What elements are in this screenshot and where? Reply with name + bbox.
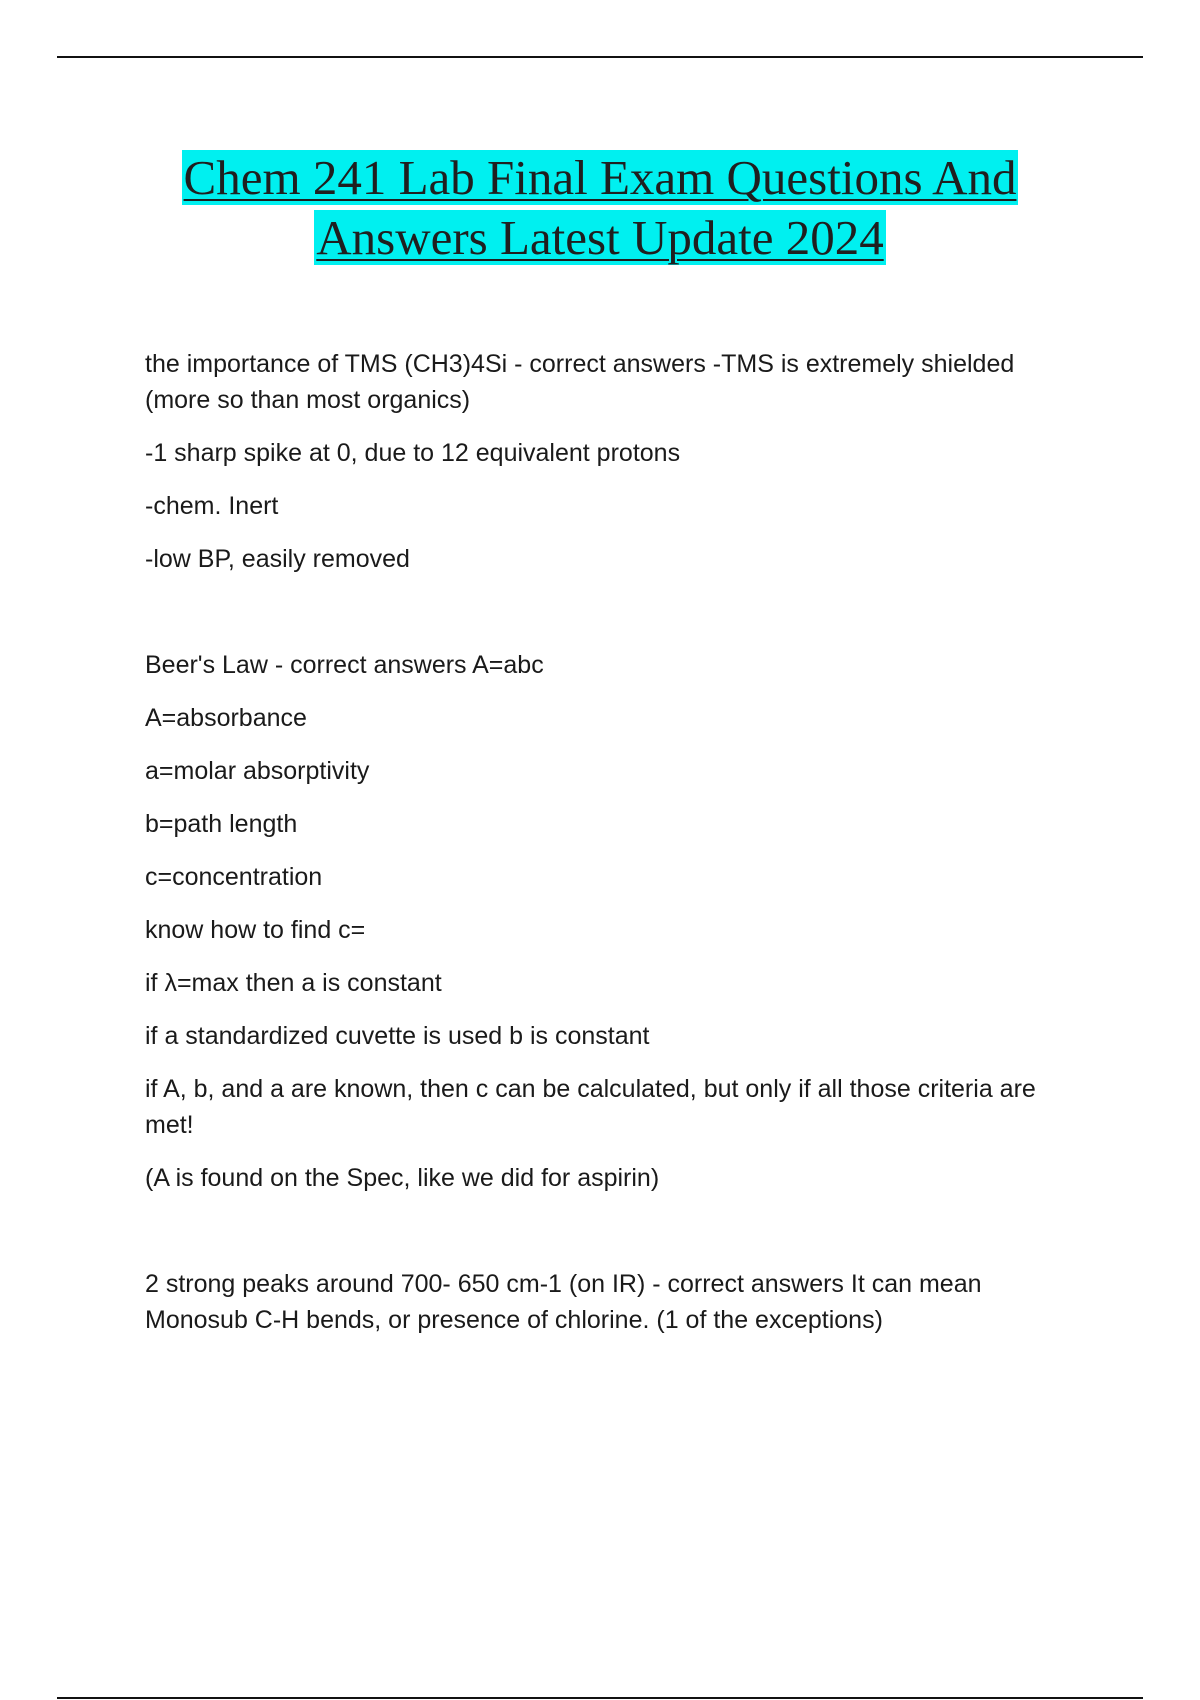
section-gap bbox=[145, 594, 1080, 647]
section-gap bbox=[145, 1213, 1080, 1266]
paragraph: b=path length bbox=[145, 810, 298, 838]
paragraph: c=concentration bbox=[145, 863, 323, 891]
paragraph: a=molar absorptivity bbox=[145, 757, 370, 785]
paragraph: -low BP, easily removed bbox=[145, 545, 410, 573]
title-line-1: Chem 241 Lab Final Exam Questions And bbox=[183, 150, 1017, 205]
paragraph: if a standardized cuvette is used b is constant bbox=[145, 1022, 650, 1050]
paragraph: Beer's Law - correct answers A=abc bbox=[145, 651, 544, 679]
document-title bbox=[60, 148, 1140, 268]
paragraph: the importance of TMS (CH3)4Si - correct answers -TMS is extremely shielded (more so than most organics) bbox=[145, 350, 1015, 414]
title-line-2: Answers Latest Update 2024 bbox=[316, 210, 884, 265]
paragraph: 2 strong peaks around 700- 650 cm-1 (on IR) - correct answers It can mean Monosub C-H bends, or presence of chlorine. (1 of the exceptions) bbox=[145, 1270, 982, 1334]
bottom-rule bbox=[57, 1697, 1143, 1699]
paragraph: (A is found on the Spec, like we did for aspirin) bbox=[145, 1164, 660, 1192]
paragraph: -1 sharp spike at 0, due to 12 equivalent protons bbox=[145, 439, 681, 467]
paragraph: know how to find c= bbox=[145, 916, 366, 944]
paragraph: if λ=max then a is constant bbox=[145, 969, 442, 997]
paragraph: -chem. Inert bbox=[145, 492, 279, 520]
paragraph: if A, b, and a are known, then c can be calculated, but only if all those criteria are met! bbox=[145, 1075, 1036, 1139]
top-rule bbox=[57, 56, 1143, 58]
document-body bbox=[145, 346, 1080, 1355]
paragraph: A=absorbance bbox=[145, 704, 307, 732]
